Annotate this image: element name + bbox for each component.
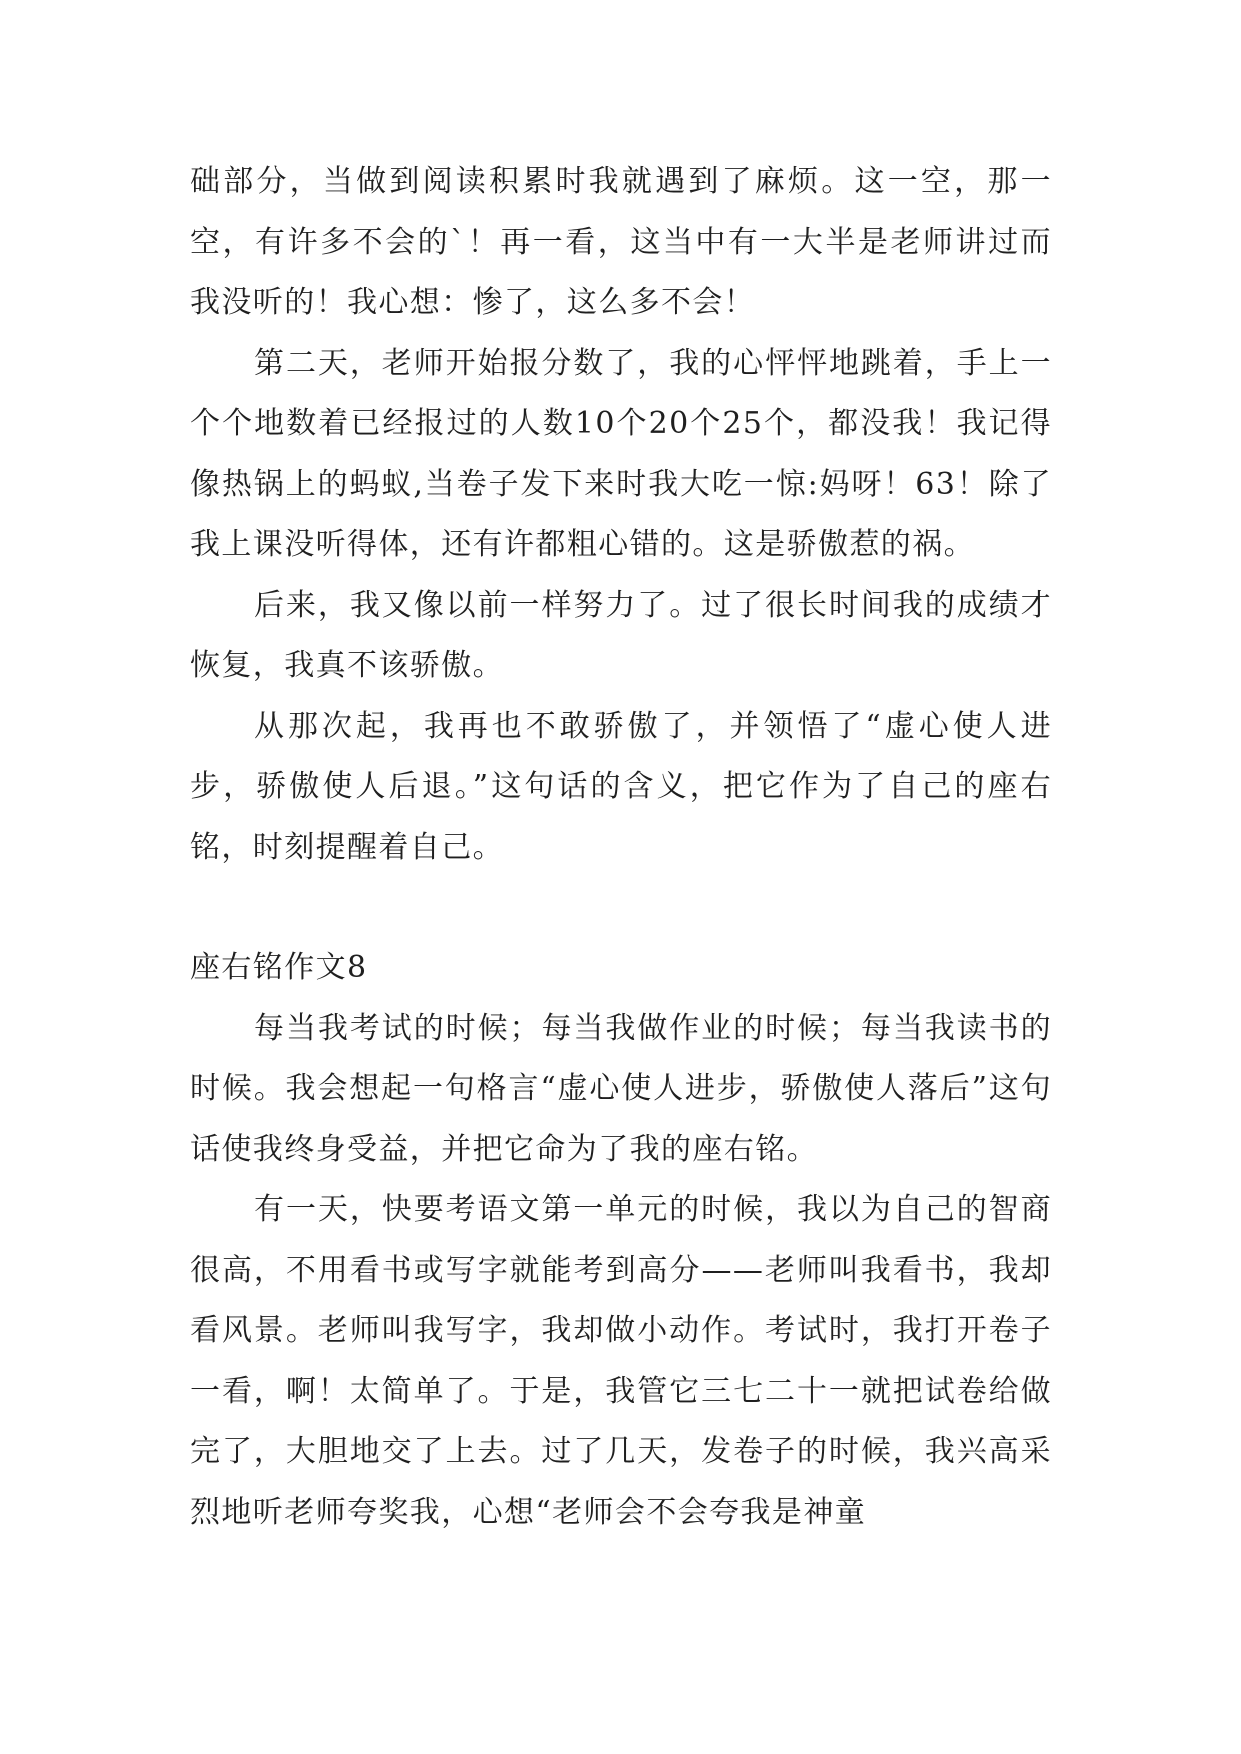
paragraph: 后来，我又像以前一样努力了。过了很长时间我的成绩才恢复，我真不该骄傲。 (190, 587, 1052, 683)
paragraph: 有一天，快要考语文第一单元的时候，我以为自己的智商很高，不用看书或写字就能考到高分——老师叫我看书，我却看风景。老师叫我写字，我却做小动作。考试时，我打开卷子一看，啊！太简单了。于是，我管它三七二十一就把试卷给做完了，大胆地交了上去。过了几天，发卷子的时候，我兴高采烈地听老师夸奖我，心想“老师会不会夸我是神童 (190, 1192, 1052, 1530)
document-body (190, 152, 1052, 1543)
paragraph: 第二天，老师开始报分数了，我的心怦怦地跳着，手上一个个地数着已经报过的人数10个20个25个，都没我！我记得像热锅上的蚂蚁,当卷子发下来时我大吃一惊:妈呀！63！除了我上课没听得体，还有许都粗心错的。这是骄傲惹的祸。 (190, 345, 1052, 562)
paragraph: 每当我考试的时候；每当我做作业的时候；每当我读书的时候。我会想起一句格言“虚心使人进步，骄傲使人落后”这句话使我终身受益，并把它命为了我的座右铭。 (190, 1010, 1052, 1167)
section-heading: 座右铭作文8 (190, 950, 368, 985)
paragraph: 从那次起，我再也不敢骄傲了，并领悟了“虚心使人进步，骄傲使人后退。”这句话的含义，把它作为了自己的座右铭，时刻提醒着自己。 (190, 708, 1052, 865)
paragraph: 础部分，当做到阅读积累时我就遇到了麻烦。这一空，那一空，有许多不会的`！再一看，这当中有一大半是老师讲过而我没听的！我心想：惨了，这么多不会！ (190, 164, 1052, 320)
